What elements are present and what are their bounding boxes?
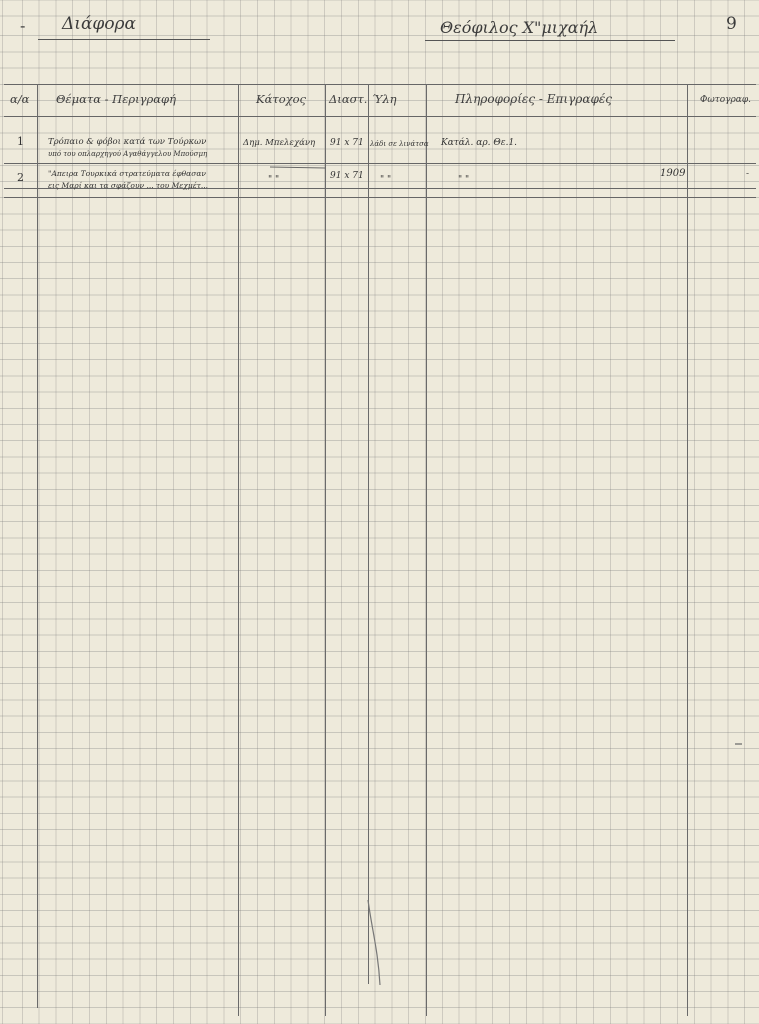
header-bottom-rule xyxy=(4,116,756,117)
col-header-dimensions: Διαστ. xyxy=(329,92,368,106)
row-1-material: λάδι σε λινάτσα xyxy=(370,140,429,148)
artist-name: Θεόφιλος Χ"μιχαήλ xyxy=(440,18,599,37)
col-header-owner: Κάτοχος xyxy=(256,92,306,106)
category-underline xyxy=(38,39,210,40)
row-2-dimensions: 91 x 71 xyxy=(330,171,364,181)
artist-underline xyxy=(425,40,675,41)
col-header-info: Πληροφορίες - Επιγραφές xyxy=(455,92,613,106)
category-title: Διάφορα xyxy=(62,14,137,34)
row-2-photo: - xyxy=(746,169,750,179)
row-2-title-line2: εις Μαρί και τα σφάζουν ... του Μεχμέτ... xyxy=(48,181,209,190)
col-header-subject: Θέματα - Περιγραφή xyxy=(56,92,176,106)
row-1-info: Κατάλ. αρ. Θε.1. xyxy=(441,138,518,148)
row-1-strike xyxy=(270,167,325,168)
col-rule-4 xyxy=(368,84,369,984)
row-1-dimensions: 91 x 71 xyxy=(330,138,364,148)
row-2-info: " " xyxy=(458,175,470,185)
col-rule-3 xyxy=(325,84,326,1016)
row-2-no: 2 xyxy=(17,171,24,184)
row-2-owner: " " xyxy=(268,175,280,185)
col-rule-6 xyxy=(687,84,688,1016)
col-rule-2 xyxy=(238,84,239,1016)
col-rule-5 xyxy=(426,84,427,1016)
row-1-title-line1: Τρόπαιο & φόβοι κατά των Τούρκων xyxy=(48,137,207,147)
page-number: 9 xyxy=(726,14,737,34)
row-2-bottom-rule-b xyxy=(4,197,756,198)
table-top-rule xyxy=(4,84,756,85)
row-1-bottom-rule xyxy=(4,163,756,164)
col-header-no: α/α xyxy=(10,92,30,106)
col-header-material: Ύλη xyxy=(372,92,397,106)
row-1-owner: Δημ. Μπελεχάνη xyxy=(243,138,316,148)
header-dash: - xyxy=(20,16,26,35)
row-2-material: " " xyxy=(380,175,392,185)
pencil-stroke-mark xyxy=(368,900,380,985)
row-1-title-line2: υπό του οπλαρχηγού Αγαθάγγελου Μπούσμη xyxy=(48,150,208,158)
col-rule-1 xyxy=(37,84,38,1008)
row-1-no: 1 xyxy=(17,135,24,148)
row-2-title-line1: "Απειρα Τουρκικά στρατεύματα έφθασαν xyxy=(48,169,206,178)
col-header-photo: Φωτογραφ. xyxy=(700,95,752,105)
row-2-year: 1909 xyxy=(660,168,686,179)
